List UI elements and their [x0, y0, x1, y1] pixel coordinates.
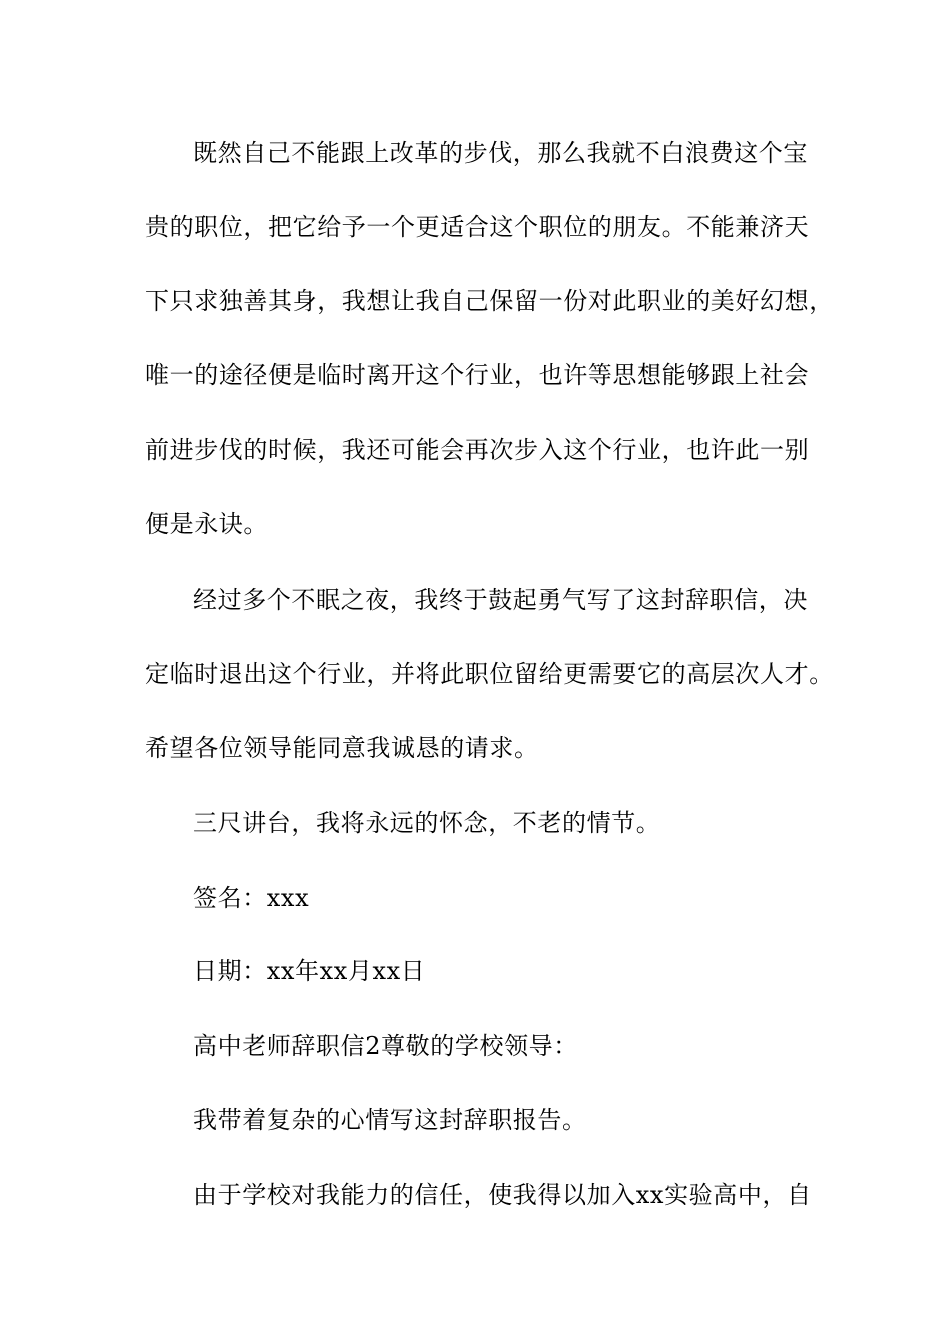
date-line: 日期：xx年xx月xx日 [193, 957, 426, 985]
paragraph-line: 贵的职位，把它给予一个更适合这个职位的朋友。不能兼济天 [145, 213, 810, 241]
paragraph-line: 定临时退出这个行业，并将此职位留给更需要它的高层次人才。 [145, 660, 834, 688]
paragraph-line: 前进步伐的时候，我还可能会再次步入这个行业，也许此一别 [145, 436, 810, 464]
paragraph-line: 下只求独善其身，我想让我自己保留一份对此职业的美好幻想， [145, 287, 834, 315]
paragraph-line: 既然自己不能跟上改革的步伐，那么我就不白浪费这个宝 [193, 139, 808, 167]
paragraph-line: 我带着复杂的心情写这封辞职报告。 [193, 1106, 587, 1134]
paragraph-line: 唯一的途径便是临时离开这个行业，也许等思想能够跟上社会 [145, 361, 810, 389]
paragraph-line: 三尺讲台，我将永远的怀念，不老的情节。 [193, 809, 661, 837]
paragraph-line: 便是永诀。 [145, 510, 268, 538]
signature-line: 签名：xxx [193, 884, 310, 912]
paragraph-line: 由于学校对我能力的信任，使我得以加入xx实验高中，自 [193, 1181, 812, 1209]
heading-line: 高中老师辞职信2尊敬的学校领导： [193, 1032, 578, 1060]
paragraph-line: 希望各位领导能同意我诚恳的请求。 [145, 734, 539, 762]
paragraph-line: 经过多个不眠之夜，我终于鼓起勇气写了这封辞职信，决 [193, 586, 808, 614]
